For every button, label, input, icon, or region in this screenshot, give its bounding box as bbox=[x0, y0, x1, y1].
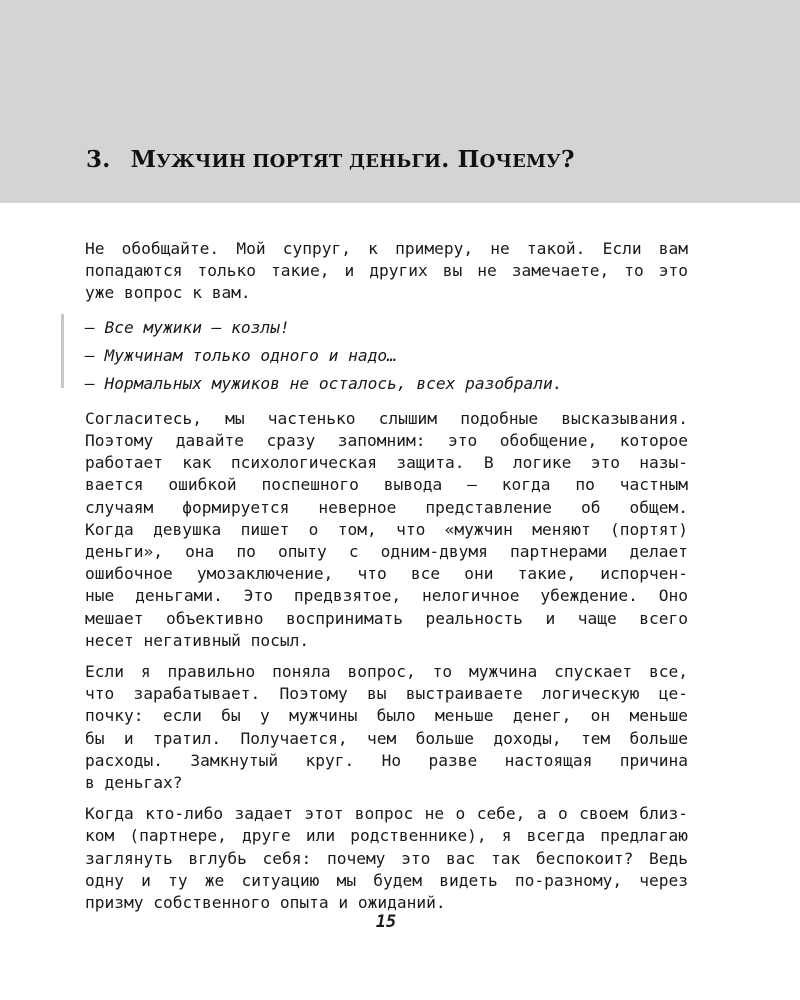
chapter-number: 3. bbox=[86, 146, 111, 173]
chapter-title bbox=[86, 146, 575, 173]
text-line: бы и тратил. Получается, чем больше доходы, тем больше bbox=[85, 728, 688, 748]
text-line: Не обобщайте. Мой супруг, к примеру, не такой. Если вам bbox=[85, 239, 688, 258]
text-line: ком (партнере, друге или родственнике), я всегда предлагаю bbox=[85, 826, 688, 846]
text-line: Согласитесь, мы частенько слышим подобные высказывания. bbox=[85, 408, 688, 428]
text-line: вается ошибкой поспешного вывода — когда по частным bbox=[85, 475, 688, 495]
text-line: работает как психологическая защита. В логике это назы- bbox=[85, 453, 688, 473]
chapter-title-part: . bbox=[441, 146, 458, 173]
text-line: Поэтому давайте сразу запомним: это обобщение, которое bbox=[85, 431, 688, 451]
quote-bar bbox=[61, 314, 64, 388]
chapter-title-part: ОЧЕМУ bbox=[479, 151, 561, 172]
quote-line: — Нормальных мужиков не осталось, всех разобрали. bbox=[85, 374, 563, 394]
chapter-title-part: ? bbox=[560, 146, 575, 173]
text-line: почку: если бы у мужчины было меньше денег, он меньше bbox=[85, 706, 688, 726]
text-line: ные деньгами. Это предвзятое, нелогичное убеждение. Оно bbox=[85, 586, 688, 606]
text-line: расходы. Замкнутый круг. Но разве настоящая причина bbox=[85, 750, 688, 770]
paragraph-1 bbox=[85, 238, 688, 305]
page-number: 15 bbox=[375, 912, 397, 932]
quote-line: — Все мужики — козлы! bbox=[85, 317, 290, 337]
text-line: деньги», она по опыту с одним-двумя партнерами делает bbox=[85, 542, 688, 562]
paragraph-3 bbox=[85, 661, 688, 794]
text-line: ошибочное умозаключение, что все они такие, испорчен- bbox=[85, 564, 688, 584]
text-line: в деньгах? bbox=[85, 773, 183, 793]
quote-block bbox=[85, 314, 688, 399]
text-line: одну и ту же ситуацию мы будем видеть по-разному, через bbox=[85, 870, 688, 890]
chapter-title-part: УЖЧИН ПОРТЯТ ДЕНЬГИ bbox=[156, 151, 442, 172]
text-line: Когда девушка пишет о том, что «мужчин меняют (портят) bbox=[85, 519, 688, 539]
text-line: попадаются только такие, и других вы не замечаете, то это bbox=[85, 261, 688, 281]
text-line: Если я правильно поняла вопрос, то мужчина спускает все, bbox=[85, 662, 688, 682]
text-line: мешает объективно воспринимать реальность и чаще всего bbox=[85, 608, 688, 628]
text-line: несет негативный посыл. bbox=[85, 630, 310, 650]
text-line: уже вопрос к вам. bbox=[85, 283, 251, 303]
paragraph-4 bbox=[85, 803, 688, 914]
text-line: случаям формируется неверное представление об общем. bbox=[85, 497, 688, 517]
quote-line: — Мужчинам только одного и надо… bbox=[85, 346, 397, 366]
text-line: Когда кто-либо задает этот вопрос не о себе, а о своем близ- bbox=[85, 804, 688, 824]
body-text bbox=[85, 238, 688, 923]
chapter-title-part: М bbox=[130, 146, 157, 173]
text-line: что зарабатывает. Поэтому вы выстраиваете логическую це- bbox=[85, 684, 688, 704]
text-line: заглянуть вглубь себя: почему это вас так беспокоит? Ведь bbox=[85, 848, 688, 868]
text-line: призму собственного опыта и ожиданий. bbox=[85, 893, 446, 913]
paragraph-2 bbox=[85, 408, 688, 652]
chapter-title-part: П bbox=[457, 146, 480, 173]
